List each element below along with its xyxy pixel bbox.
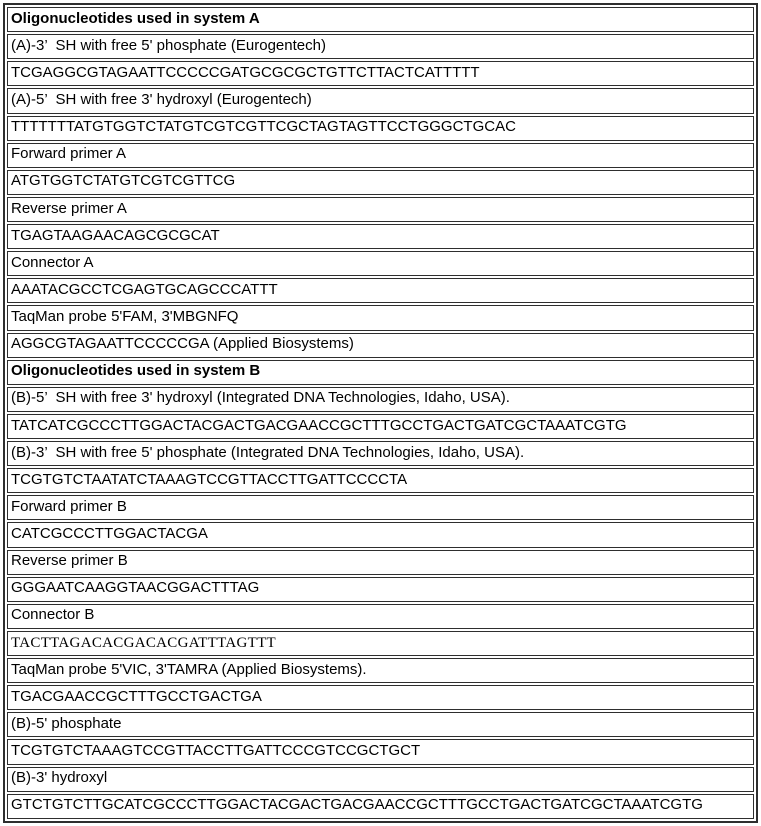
- b5-phosphate-sequence: TCGTGTCTAAAGTCCGTTACCTTGATTCCCGTCCGCTGCT: [7, 739, 754, 764]
- table-row: [7, 767, 754, 792]
- table-row: [7, 739, 754, 764]
- table-row: [7, 414, 754, 439]
- reverse-primer-b-label: Reverse primer B: [7, 550, 754, 575]
- b3-hydroxyl-sequence: GTCTGTCTTGCATCGCCCTTGGACTACGACTGACGAACCGCTTTGCCTGACTGATCGCTAAATCGTG: [7, 794, 754, 819]
- taqman-probe-a-sequence: AGGCGTAGAATTCCCCCGA (Applied Biosystems): [7, 333, 754, 358]
- table-row: [7, 251, 754, 276]
- table-row: [7, 224, 754, 249]
- b3-sh-label: (B)-3’ SH with free 5' phosphate (Integrated DNA Technologies, Idaho, USA).: [7, 441, 754, 466]
- table-row: [7, 34, 754, 59]
- reverse-primer-a-sequence: TGAGTAAGAACAGCGCGCAT: [7, 224, 754, 249]
- table-row: [7, 333, 754, 358]
- b5-sh-label: (B)-5’ SH with free 3' hydroxyl (Integrated DNA Technologies, Idaho, USA).: [7, 387, 754, 412]
- section-b-header: Oligonucleotides used in system B: [7, 360, 754, 385]
- oligonucleotide-table: [3, 3, 758, 823]
- a3-sh-label: (A)-3’ SH with free 5' phosphate (Eurogentech): [7, 34, 754, 59]
- section-a-header: Oligonucleotides used in system A: [7, 7, 754, 32]
- table-row: [7, 550, 754, 575]
- reverse-primer-b-sequence: GGGAATCAAGGTAACGGACTTTAG: [7, 577, 754, 602]
- table-row: [7, 631, 754, 656]
- table-row: [7, 685, 754, 710]
- forward-primer-a-label: Forward primer A: [7, 143, 754, 168]
- table-row: [7, 116, 754, 141]
- table-row: [7, 143, 754, 168]
- b3-hydroxyl-label: (B)-3' hydroxyl: [7, 767, 754, 792]
- a3-sh-sequence: TCGAGGCGTAGAATTCCCCCGATGCGCGCTGTTCTTACTCATTTTT: [7, 61, 754, 86]
- table-row: [7, 88, 754, 113]
- b5-sh-sequence: TATCATCGCCCTTGGACTACGACTGACGAACCGCTTTGCCTGACTGATCGCTAAATCGTG: [7, 414, 754, 439]
- table-row: [7, 170, 754, 195]
- taqman-probe-a-label: TaqMan probe 5'FAM, 3'MBGNFQ: [7, 305, 754, 330]
- b3-sh-sequence: TCGTGTCTAATATCTAAAGTCCGTTACCTTGATTCCCCTA: [7, 468, 754, 493]
- forward-primer-b-label: Forward primer B: [7, 495, 754, 520]
- table-row: [7, 522, 754, 547]
- connector-b-label: Connector B: [7, 604, 754, 629]
- table-row: [7, 468, 754, 493]
- table-row: [7, 360, 754, 385]
- connector-a-sequence: AAATACGCCTCGAGTGCAGCCCATTT: [7, 278, 754, 303]
- table-row: [7, 495, 754, 520]
- table-row: [7, 794, 754, 819]
- table-row: [7, 7, 754, 32]
- connector-b-sequence: TACTTAGACACGACACGATTTAGTTT: [7, 631, 754, 656]
- table-row: [7, 604, 754, 629]
- reverse-primer-a-label: Reverse primer A: [7, 197, 754, 222]
- table-row: [7, 278, 754, 303]
- forward-primer-b-sequence: CATCGCCCTTGGACTACGA: [7, 522, 754, 547]
- a5-sh-label: (A)-5’ SH with free 3' hydroxyl (Eurogentech): [7, 88, 754, 113]
- a5-sh-sequence: TTTTTTTATGTGGTCTATGTCGTCGTTCGCTAGTAGTTCCTGGGCTGCAC: [7, 116, 754, 141]
- table-row: [7, 197, 754, 222]
- connector-a-label: Connector A: [7, 251, 754, 276]
- table-row: [7, 441, 754, 466]
- forward-primer-a-sequence: ATGTGGTCTATGTCGTCGTTCG: [7, 170, 754, 195]
- b5-phosphate-label: (B)-5' phosphate: [7, 712, 754, 737]
- table-row: [7, 658, 754, 683]
- table-row: [7, 712, 754, 737]
- taqman-probe-b-sequence: TGACGAACCGCTTTGCCTGACTGA: [7, 685, 754, 710]
- table-row: [7, 61, 754, 86]
- table-row: [7, 577, 754, 602]
- table-row: [7, 387, 754, 412]
- table-row: [7, 305, 754, 330]
- taqman-probe-b-label: TaqMan probe 5'VIC, 3'TAMRA (Applied Biosystems).: [7, 658, 754, 683]
